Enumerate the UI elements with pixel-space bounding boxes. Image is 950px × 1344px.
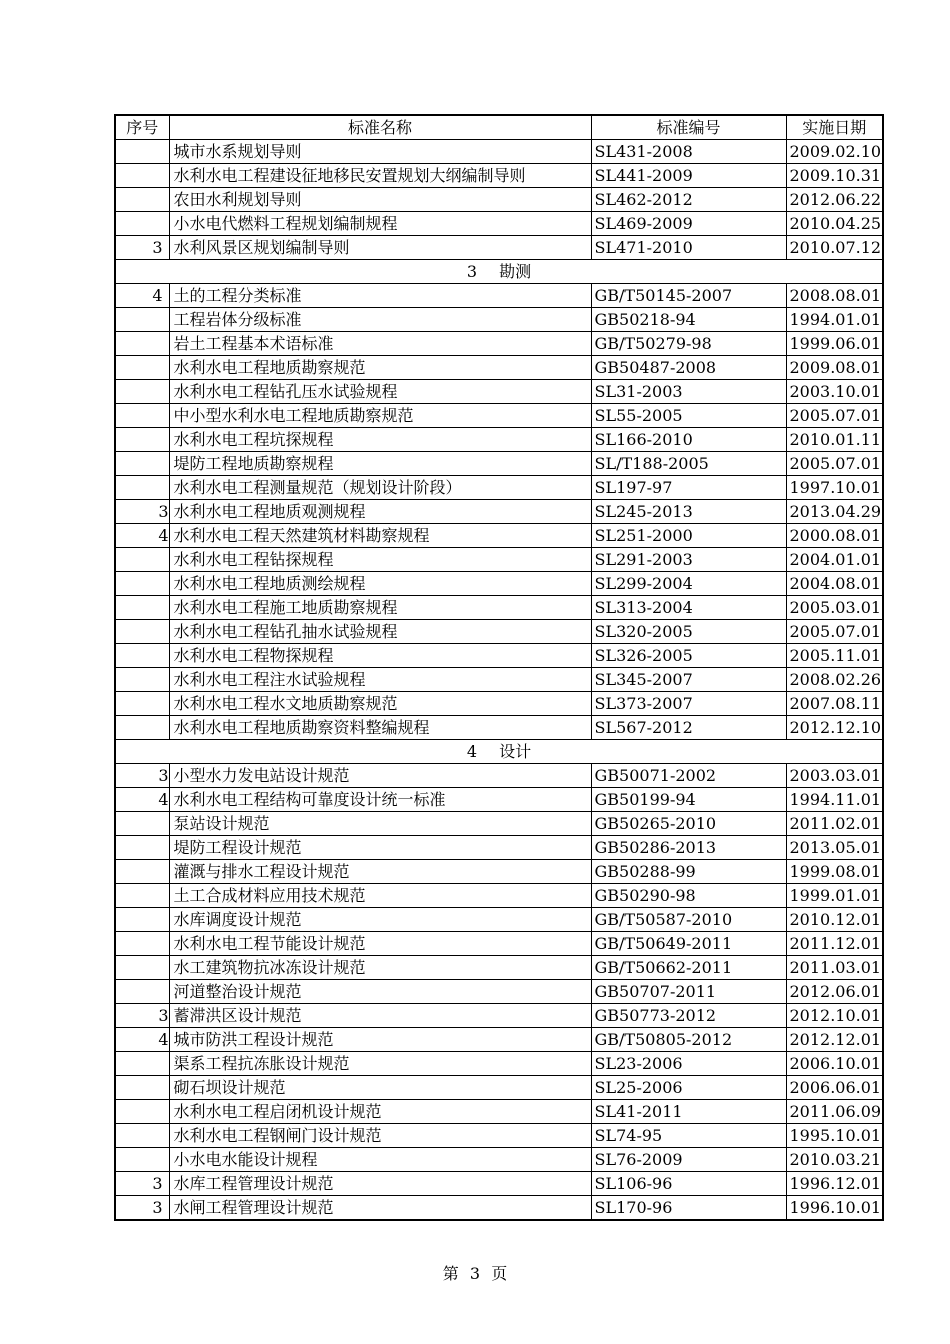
cell-code: SL106-96 bbox=[591, 1172, 786, 1196]
cell-code: SL320-2005 bbox=[591, 620, 786, 644]
cell-name: 水利水电工程坑探规程 bbox=[169, 428, 591, 452]
cell-name: 小型水力发电站设计规范 bbox=[169, 764, 591, 788]
cell-name: 城市防洪工程设计规范 bbox=[169, 1028, 591, 1052]
cell-date: 2013.04.29 bbox=[786, 500, 883, 524]
table-row bbox=[115, 884, 883, 908]
table-row bbox=[115, 164, 883, 188]
cell-code: SL166-2010 bbox=[591, 428, 786, 452]
cell-no: 4 bbox=[115, 1028, 169, 1052]
cell-date: 2003.03.01 bbox=[786, 764, 883, 788]
cell-name: 水利水电工程钢闸门设计规范 bbox=[169, 1124, 591, 1148]
cell-no bbox=[115, 932, 169, 956]
cell-code: SL345-2007 bbox=[591, 668, 786, 692]
table-row bbox=[115, 644, 883, 668]
cell-no bbox=[115, 428, 169, 452]
cell-name: 水利水电工程地质勘察资料整编规程 bbox=[169, 716, 591, 740]
cell-date: 2009.08.01 bbox=[786, 356, 883, 380]
cell-name: 渠系工程抗冻胀设计规范 bbox=[169, 1052, 591, 1076]
cell-no bbox=[115, 1100, 169, 1124]
cell-date: 2008.02.26 bbox=[786, 668, 883, 692]
table-row bbox=[115, 932, 883, 956]
cell-name: 土的工程分类标准 bbox=[169, 284, 591, 308]
cell-code: SL567-2012 bbox=[591, 716, 786, 740]
cell-name: 水利水电工程地质测绘规程 bbox=[169, 572, 591, 596]
cell-code: SL31-2003 bbox=[591, 380, 786, 404]
table-row bbox=[115, 452, 883, 476]
section-title: 勘测 bbox=[499, 262, 532, 281]
table-row bbox=[115, 908, 883, 932]
header-row bbox=[115, 115, 883, 140]
cell-date: 1994.01.01 bbox=[786, 308, 883, 332]
footer-suffix: 页 bbox=[491, 1264, 508, 1283]
cell-no bbox=[115, 1148, 169, 1172]
table-row bbox=[115, 956, 883, 980]
cell-name: 泵站设计规范 bbox=[169, 812, 591, 836]
cell-no bbox=[115, 692, 169, 716]
cell-code: SL471-2010 bbox=[591, 236, 786, 260]
cell-date: 2010.03.21 bbox=[786, 1148, 883, 1172]
header-date: 实施日期 bbox=[786, 115, 883, 140]
table-row bbox=[115, 404, 883, 428]
section-heading bbox=[115, 260, 883, 284]
table-row bbox=[115, 1196, 883, 1221]
cell-no bbox=[115, 1076, 169, 1100]
cell-code: GB/T50662-2011 bbox=[591, 956, 786, 980]
cell-no bbox=[115, 332, 169, 356]
cell-code: SL441-2009 bbox=[591, 164, 786, 188]
cell-code: SL41-2011 bbox=[591, 1100, 786, 1124]
table-row bbox=[115, 500, 883, 524]
footer-prefix: 第 bbox=[442, 1264, 459, 1283]
table-row bbox=[115, 572, 883, 596]
cell-no bbox=[115, 1124, 169, 1148]
cell-date: 2011.03.01 bbox=[786, 956, 883, 980]
cell-no bbox=[115, 308, 169, 332]
cell-no: 3 bbox=[115, 500, 169, 524]
cell-name: 小水电代燃料工程规划编制规程 bbox=[169, 212, 591, 236]
cell-no bbox=[115, 956, 169, 980]
cell-no bbox=[115, 164, 169, 188]
cell-code: SL373-2007 bbox=[591, 692, 786, 716]
cell-code: SL313-2004 bbox=[591, 596, 786, 620]
cell-date: 2009.10.31 bbox=[786, 164, 883, 188]
cell-name: 水利水电工程建设征地移民安置规划大纲编制导则 bbox=[169, 164, 591, 188]
cell-code: SL/T188-2005 bbox=[591, 452, 786, 476]
cell-date: 2012.10.01 bbox=[786, 1004, 883, 1028]
cell-date: 1994.11.01 bbox=[786, 788, 883, 812]
cell-no bbox=[115, 908, 169, 932]
cell-name: 水利水电工程地质观测规程 bbox=[169, 500, 591, 524]
cell-name: 水利水电工程水文地质勘察规范 bbox=[169, 692, 591, 716]
table-row bbox=[115, 1124, 883, 1148]
cell-name: 水利水电工程钻探规程 bbox=[169, 548, 591, 572]
table-row bbox=[115, 236, 883, 260]
cell-name: 蓄滞洪区设计规范 bbox=[169, 1004, 591, 1028]
section-number: 3 bbox=[466, 262, 478, 281]
cell-date: 1999.08.01 bbox=[786, 860, 883, 884]
header-no: 序号 bbox=[115, 115, 169, 140]
cell-date: 2000.08.01 bbox=[786, 524, 883, 548]
cell-code: SL55-2005 bbox=[591, 404, 786, 428]
cell-code: SL251-2000 bbox=[591, 524, 786, 548]
table-row bbox=[115, 1052, 883, 1076]
header-code: 标准编号 bbox=[591, 115, 786, 140]
table-body bbox=[115, 140, 883, 1221]
cell-code: GB/T50145-2007 bbox=[591, 284, 786, 308]
table-row bbox=[115, 620, 883, 644]
standards-table bbox=[114, 114, 884, 1221]
cell-no bbox=[115, 836, 169, 860]
cell-name: 城市水系规划导则 bbox=[169, 140, 591, 164]
table-row bbox=[115, 980, 883, 1004]
cell-no bbox=[115, 644, 169, 668]
cell-name: 水利水电工程钻孔压水试验规程 bbox=[169, 380, 591, 404]
section-row bbox=[115, 260, 883, 284]
cell-code: SL74-95 bbox=[591, 1124, 786, 1148]
cell-name: 中小型水利水电工程地质勘察规范 bbox=[169, 404, 591, 428]
page-footer bbox=[0, 1264, 950, 1284]
cell-no bbox=[115, 668, 169, 692]
cell-code: GB/T50805-2012 bbox=[591, 1028, 786, 1052]
table-row bbox=[115, 476, 883, 500]
cell-no bbox=[115, 188, 169, 212]
cell-code: SL197-97 bbox=[591, 476, 786, 500]
cell-no bbox=[115, 572, 169, 596]
section-title: 设计 bbox=[499, 742, 532, 761]
table-row bbox=[115, 812, 883, 836]
cell-date: 1996.12.01 bbox=[786, 1172, 883, 1196]
cell-name: 水利水电工程地质勘察规范 bbox=[169, 356, 591, 380]
cell-code: SL469-2009 bbox=[591, 212, 786, 236]
cell-name: 农田水利规划导则 bbox=[169, 188, 591, 212]
table-row bbox=[115, 1100, 883, 1124]
table-row bbox=[115, 332, 883, 356]
cell-no bbox=[115, 812, 169, 836]
cell-name: 河道整治设计规范 bbox=[169, 980, 591, 1004]
table-row bbox=[115, 1028, 883, 1052]
cell-no: 3 bbox=[115, 1004, 169, 1028]
cell-no bbox=[115, 884, 169, 908]
section-row bbox=[115, 740, 883, 764]
cell-name: 堤防工程地质勘察规程 bbox=[169, 452, 591, 476]
cell-name: 灌溉与排水工程设计规范 bbox=[169, 860, 591, 884]
cell-name: 水利风景区规划编制导则 bbox=[169, 236, 591, 260]
table-row bbox=[115, 1004, 883, 1028]
cell-no bbox=[115, 716, 169, 740]
table-row bbox=[115, 860, 883, 884]
cell-code: SL326-2005 bbox=[591, 644, 786, 668]
cell-name: 水利水电工程结构可靠度设计统一标准 bbox=[169, 788, 591, 812]
cell-name: 水利水电工程节能设计规范 bbox=[169, 932, 591, 956]
cell-code: SL462-2012 bbox=[591, 188, 786, 212]
cell-no: 3 bbox=[115, 236, 169, 260]
cell-date: 2005.11.01 bbox=[786, 644, 883, 668]
table-row bbox=[115, 764, 883, 788]
cell-no bbox=[115, 452, 169, 476]
cell-date: 2005.07.01 bbox=[786, 620, 883, 644]
table-row bbox=[115, 1076, 883, 1100]
cell-code: SL23-2006 bbox=[591, 1052, 786, 1076]
cell-date: 1999.06.01 bbox=[786, 332, 883, 356]
cell-name: 水工建筑物抗冰冻设计规范 bbox=[169, 956, 591, 980]
cell-date: 2006.10.01 bbox=[786, 1052, 883, 1076]
cell-code: GB50707-2011 bbox=[591, 980, 786, 1004]
cell-no: 3 bbox=[115, 1196, 169, 1221]
table-row bbox=[115, 692, 883, 716]
cell-date: 2011.02.01 bbox=[786, 812, 883, 836]
cell-date: 2011.12.01 bbox=[786, 932, 883, 956]
cell-name: 堤防工程设计规范 bbox=[169, 836, 591, 860]
cell-name: 土工合成材料应用技术规范 bbox=[169, 884, 591, 908]
cell-code: GB50286-2013 bbox=[591, 836, 786, 860]
cell-name: 水闸工程管理设计规范 bbox=[169, 1196, 591, 1221]
cell-code: GB50265-2010 bbox=[591, 812, 786, 836]
cell-code: SL170-96 bbox=[591, 1196, 786, 1221]
cell-no bbox=[115, 140, 169, 164]
table-row bbox=[115, 356, 883, 380]
cell-date: 2010.04.25 bbox=[786, 212, 883, 236]
cell-code: GB/T50279-98 bbox=[591, 332, 786, 356]
cell-date: 1999.01.01 bbox=[786, 884, 883, 908]
table-row bbox=[115, 1148, 883, 1172]
cell-date: 2012.06.22 bbox=[786, 188, 883, 212]
cell-date: 1996.10.01 bbox=[786, 1196, 883, 1221]
cell-name: 岩土工程基本术语标准 bbox=[169, 332, 591, 356]
cell-date: 2010.01.11 bbox=[786, 428, 883, 452]
cell-date: 2005.07.01 bbox=[786, 452, 883, 476]
cell-name: 水利水电工程天然建筑材料勘察规程 bbox=[169, 524, 591, 548]
cell-code: GB50071-2002 bbox=[591, 764, 786, 788]
cell-code: GB50487-2008 bbox=[591, 356, 786, 380]
cell-name: 水库调度设计规范 bbox=[169, 908, 591, 932]
table-row bbox=[115, 188, 883, 212]
table-row bbox=[115, 716, 883, 740]
cell-date: 2005.07.01 bbox=[786, 404, 883, 428]
cell-name: 水利水电工程测量规范（规划设计阶段） bbox=[169, 476, 591, 500]
cell-no: 4 bbox=[115, 524, 169, 548]
cell-code: SL245-2013 bbox=[591, 500, 786, 524]
cell-code: GB50199-94 bbox=[591, 788, 786, 812]
table-row bbox=[115, 212, 883, 236]
cell-no bbox=[115, 620, 169, 644]
table-row bbox=[115, 140, 883, 164]
table-row bbox=[115, 788, 883, 812]
cell-no bbox=[115, 860, 169, 884]
cell-name: 水利水电工程钻孔抽水试验规程 bbox=[169, 620, 591, 644]
cell-no bbox=[115, 596, 169, 620]
cell-name: 水利水电工程启闭机设计规范 bbox=[169, 1100, 591, 1124]
table-row bbox=[115, 596, 883, 620]
page-number: 3 bbox=[469, 1264, 481, 1283]
cell-code: GB50218-94 bbox=[591, 308, 786, 332]
cell-code: GB/T50649-2011 bbox=[591, 932, 786, 956]
cell-no: 3 bbox=[115, 1172, 169, 1196]
cell-name: 小水电水能设计规程 bbox=[169, 1148, 591, 1172]
cell-code: GB/T50587-2010 bbox=[591, 908, 786, 932]
cell-no bbox=[115, 980, 169, 1004]
table-row bbox=[115, 524, 883, 548]
cell-name: 水利水电工程物探规程 bbox=[169, 644, 591, 668]
section-heading bbox=[115, 740, 883, 764]
table-row bbox=[115, 380, 883, 404]
cell-date: 2010.07.12 bbox=[786, 236, 883, 260]
cell-code: GB50288-99 bbox=[591, 860, 786, 884]
cell-no bbox=[115, 212, 169, 236]
table-row bbox=[115, 1172, 883, 1196]
table-row bbox=[115, 668, 883, 692]
table-row bbox=[115, 308, 883, 332]
cell-name: 水库工程管理设计规范 bbox=[169, 1172, 591, 1196]
cell-no bbox=[115, 548, 169, 572]
table-row bbox=[115, 548, 883, 572]
cell-date: 2003.10.01 bbox=[786, 380, 883, 404]
cell-no: 3 bbox=[115, 764, 169, 788]
cell-date: 2004.08.01 bbox=[786, 572, 883, 596]
cell-date: 2012.12.01 bbox=[786, 1028, 883, 1052]
cell-date: 2008.08.01 bbox=[786, 284, 883, 308]
cell-code: GB50773-2012 bbox=[591, 1004, 786, 1028]
cell-code: SL431-2008 bbox=[591, 140, 786, 164]
cell-no: 4 bbox=[115, 788, 169, 812]
cell-code: SL299-2004 bbox=[591, 572, 786, 596]
cell-date: 2005.03.01 bbox=[786, 596, 883, 620]
cell-no bbox=[115, 1052, 169, 1076]
cell-date: 2012.06.01 bbox=[786, 980, 883, 1004]
cell-name: 水利水电工程注水试验规程 bbox=[169, 668, 591, 692]
cell-code: SL25-2006 bbox=[591, 1076, 786, 1100]
cell-date: 2011.06.09 bbox=[786, 1100, 883, 1124]
table-row bbox=[115, 284, 883, 308]
cell-name: 水利水电工程施工地质勘察规程 bbox=[169, 596, 591, 620]
cell-date: 2012.12.10 bbox=[786, 716, 883, 740]
cell-code: GB50290-98 bbox=[591, 884, 786, 908]
cell-date: 2010.12.01 bbox=[786, 908, 883, 932]
cell-no bbox=[115, 380, 169, 404]
cell-name: 工程岩体分级标准 bbox=[169, 308, 591, 332]
cell-date: 2009.02.10 bbox=[786, 140, 883, 164]
cell-code: SL291-2003 bbox=[591, 548, 786, 572]
cell-no bbox=[115, 404, 169, 428]
cell-date: 2007.08.11 bbox=[786, 692, 883, 716]
cell-date: 2013.05.01 bbox=[786, 836, 883, 860]
cell-date: 2006.06.01 bbox=[786, 1076, 883, 1100]
cell-date: 1995.10.01 bbox=[786, 1124, 883, 1148]
cell-name: 砌石坝设计规范 bbox=[169, 1076, 591, 1100]
cell-date: 1997.10.01 bbox=[786, 476, 883, 500]
table-row bbox=[115, 836, 883, 860]
cell-no bbox=[115, 356, 169, 380]
table-row bbox=[115, 428, 883, 452]
section-number: 4 bbox=[466, 742, 478, 761]
cell-no: 4 bbox=[115, 284, 169, 308]
cell-no bbox=[115, 476, 169, 500]
cell-date: 2004.01.01 bbox=[786, 548, 883, 572]
header-name: 标准名称 bbox=[169, 115, 591, 140]
cell-code: SL76-2009 bbox=[591, 1148, 786, 1172]
